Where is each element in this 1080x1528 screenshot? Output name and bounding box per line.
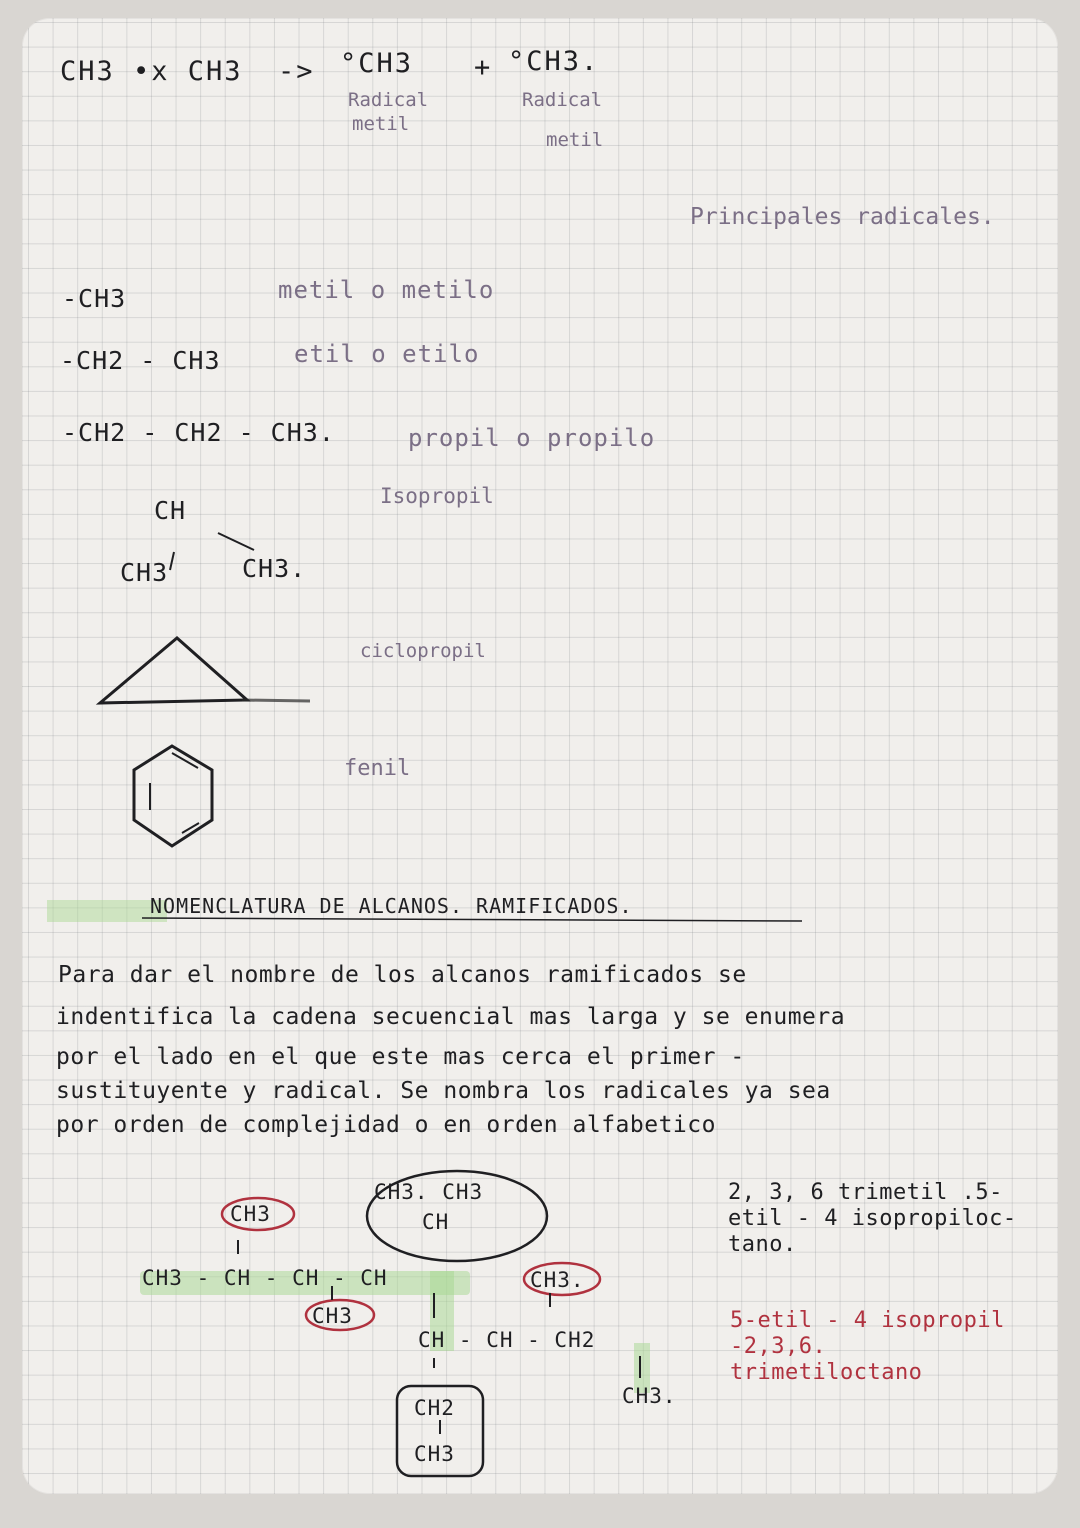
answer-1: 2, 3, 6 trimetil .5- etil - 4 isopropiloc- tano. — [728, 1180, 1017, 1257]
reaction-reactant: CH3 •x CH3 — [60, 56, 243, 87]
paragraph-line-3: por el lado en el que este mas cerca el primer - — [56, 1044, 745, 1070]
isopropyl-branch-top: CH3. CH3 — [374, 1180, 484, 1204]
radical-name-propyl: propil o propilo — [408, 424, 656, 452]
ethyl-ch2: CH2 — [414, 1396, 455, 1420]
answer-2: 5-etil - 4 isopropil -2,3,6. trimetiloctano — [730, 1308, 1005, 1385]
section-heading: Principales radicales. — [690, 204, 995, 230]
isopropyl-ch3-left: CH3 — [120, 558, 169, 587]
phenyl-name: fenil — [344, 756, 411, 781]
radical-name-ethyl: etil o etilo — [294, 340, 480, 368]
radical-formula-propyl: -CH2 - CH2 - CH3. — [62, 418, 335, 447]
bond-line — [218, 533, 254, 550]
ethyl-ch3: CH3 — [414, 1442, 455, 1466]
reaction-arrow: -> — [278, 56, 315, 87]
second-row: CH - CH - CH2 — [418, 1328, 596, 1352]
main-chain: CH3 - CH - CH - CH — [142, 1266, 388, 1290]
paragraph-line-5: por orden de complejidad o en orden alfabetico — [56, 1112, 716, 1138]
radical-label-1-line1: Radical — [348, 89, 429, 111]
end-ch3: CH3. — [622, 1384, 677, 1408]
radical-label-2-line1: Radical — [522, 89, 603, 111]
methyl-low: CH3 — [312, 1304, 353, 1328]
notebook-page — [22, 18, 1058, 1494]
paragraph-line-2: indentifica la cadena secuencial mas larga y se enumera — [56, 1004, 846, 1030]
paragraph-line-4: sustituyente y radical. Se nombra los radicales ya sea — [56, 1078, 831, 1104]
paragraph-line-1: Para dar el nombre de los alcanos ramificados se — [58, 962, 747, 988]
nomenclature-title: NOMENCLATURA DE ALCANOS. RAMIFICADOS. — [150, 894, 633, 918]
cyclopropyl-triangle — [100, 638, 247, 703]
methyl-right: CH3. — [530, 1268, 585, 1292]
cyclopropyl-name: ciclopropil — [360, 640, 486, 662]
radical-formula-methyl: -CH3 — [62, 284, 127, 313]
reaction-product-1: °CH3 — [340, 48, 414, 79]
isopropyl-ch3-right: CH3. — [242, 554, 307, 583]
phenyl-hexagon — [134, 746, 212, 846]
isopropyl-branch-ch: CH — [422, 1210, 450, 1234]
radical-label-2-line2: metil — [546, 129, 604, 151]
isopropyl-ch: CH — [154, 496, 187, 525]
radical-name-methyl: metil o metilo — [278, 276, 495, 304]
methyl-top: CH3 — [230, 1202, 271, 1226]
radical-formula-ethyl: -CH2 - CH3 — [60, 346, 221, 375]
radical-label-1-line2: metil — [352, 113, 410, 135]
reaction-plus: + — [474, 52, 493, 83]
isopropyl-name: Isopropil — [380, 484, 494, 508]
reaction-product-2: °CH3. — [508, 46, 600, 77]
bond-line — [170, 552, 174, 570]
